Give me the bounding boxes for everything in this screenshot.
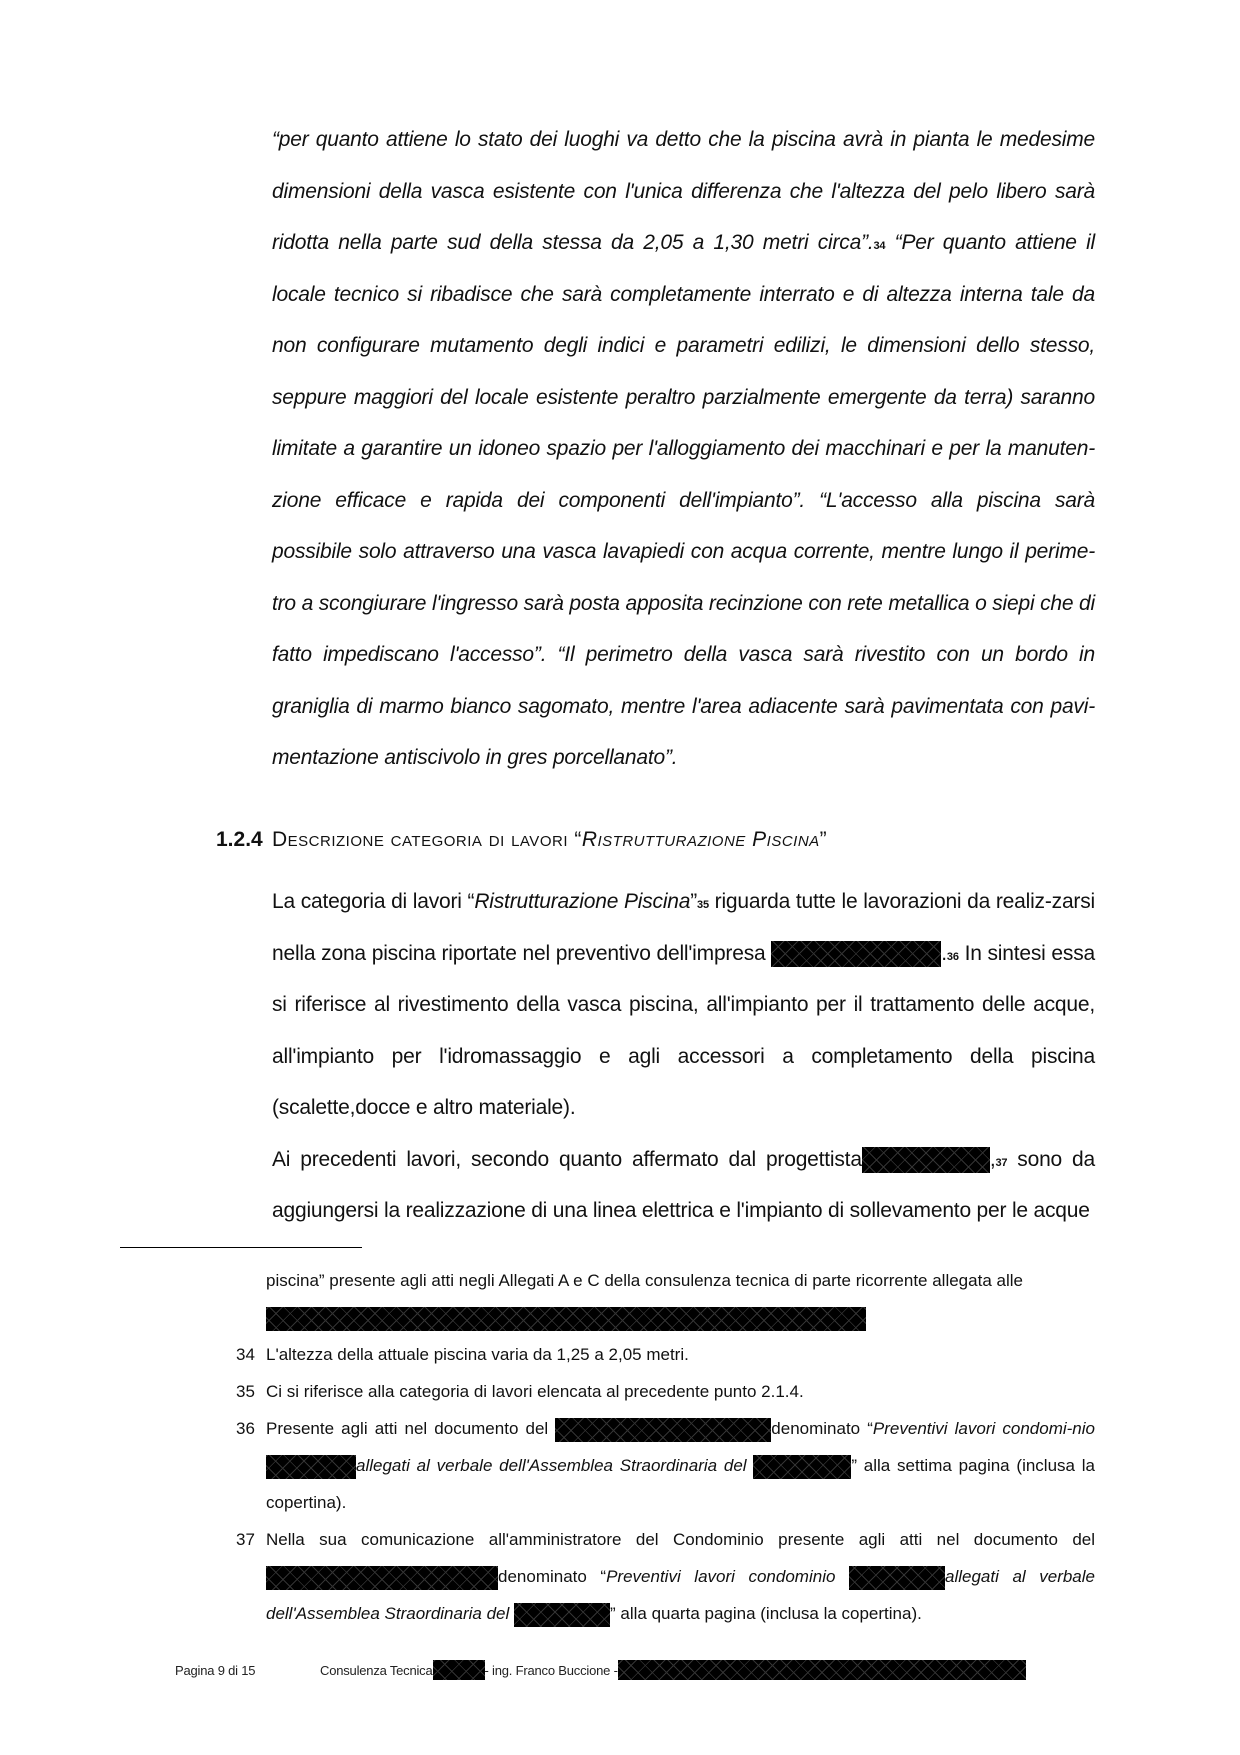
redaction-block [266, 1307, 866, 1331]
section-title-italic: Ristrutturazione Piscina [581, 828, 820, 851]
section-heading [216, 828, 827, 852]
redaction-block [862, 1147, 990, 1173]
footnote-ref-37[interactable]: 37 [995, 1156, 1008, 1169]
quoted-passage [272, 114, 1095, 784]
footnote-italic-text: allegati al verbale dell'Assemblea Straordinaria del [356, 1456, 754, 1475]
body-text-fragment: Ai precedenti lavori, secondo quanto affermato dal progettista [272, 1147, 862, 1171]
page-footer [175, 1660, 1026, 1680]
body-text-fragment: In sintesi essa si riferisce al rivestimento della vasca piscina, all'impianto per il trattamento delle acque, all'impianto per l'idromassaggio e agli accessori a completamento della piscina (scalette,docce e altro materiale). [272, 941, 1095, 1119]
body-paragraph-1 [272, 876, 1095, 1134]
section-title-suffix: ” [819, 828, 828, 851]
body-text-fragment: ” [690, 890, 698, 913]
footnote-number: 35 [236, 1382, 255, 1401]
redaction-block [514, 1603, 610, 1627]
redaction-block [433, 1660, 485, 1680]
footer-author: - ing. Franco Buccione - [484, 1662, 618, 1678]
body-text [272, 876, 1095, 1237]
page-number: Pagina 9 di 15 [175, 1662, 256, 1678]
footnote-ref-36[interactable]: 36 [946, 950, 959, 963]
body-text-fragment: La categoria di lavori “ [272, 890, 475, 913]
footnote-text: Presente agli atti nel documento del [266, 1419, 556, 1438]
footnote-ref-35[interactable]: 35 [697, 899, 709, 911]
footnote-text: ” alla settima pagina (inclusa la copertina). [266, 1456, 1095, 1512]
redaction-block [771, 941, 941, 967]
footnote-number: 37 [236, 1530, 255, 1549]
footnote-text: L'altezza della attuale piscina varia da 1,25 a 2,05 metri. [266, 1345, 689, 1364]
redaction-block [266, 1566, 498, 1590]
footnote-italic-text: allegati al verbale dell'Assemblea Straordinaria del [266, 1567, 1095, 1623]
footnote-text: ” alla quarta pagina (inclusa la copertina). [610, 1604, 922, 1623]
redaction-block [849, 1566, 945, 1590]
footnotes [232, 1262, 1095, 1632]
footnote-35 [232, 1373, 1095, 1410]
footnote-text: denominato “ [498, 1567, 607, 1586]
section-title-prefix: Descrizione categoria di lavori “ [272, 828, 582, 851]
body-italic-term: Ristrutturazione Piscina [474, 890, 691, 913]
footnote-continuation [232, 1262, 1095, 1336]
footer-label: Consulenza Tecnica [320, 1662, 433, 1678]
redaction-block [618, 1660, 1026, 1680]
footnote-text: Ci si riferisce alla categoria di lavori elencata al precedente punto 2.1.4. [266, 1382, 804, 1401]
body-text-fragment: , [989, 1147, 996, 1171]
body-text-fragment: riguarda tutte le lavorazioni da realiz-zarsi nella zona piscina riportate nel preventivo dell'impresa [272, 890, 1095, 965]
footnote-text: piscina” presente agli atti negli Allegati A e C della consulenza tecnica di parte ricorrente allegata alle [266, 1271, 1023, 1290]
body-text-fragment: . [941, 941, 947, 965]
section-number: 1.2.4 [216, 828, 263, 851]
footnote-34 [232, 1336, 1095, 1373]
footnote-37 [232, 1521, 1095, 1632]
footnote-italic-text: Preventivi lavori condomi-nio [872, 1419, 1095, 1438]
quote-text-2: “Per quanto attiene il locale tecnico si ribadisce che sarà completamente interrato e di altezza interna tale da non configurare mutamento degli indici e parametri edilizi, le dimensioni dello stesso, seppure maggiori del locale esistente peraltro parzialmente emergente da terra) saranno limitate a garantire un idoneo spazio per l'alloggiamento dei macchinari e per la manuten-zione efficace e rapida dei componenti dell'impianto”. “L'accesso alla piscina sarà possibile solo attraverso una vasca lavapiedi con acqua corrente, mentre lungo il perime-tro a scongiurare l'ingresso sarà posta apposita recinzione con rete metallica o siepi che di fatto impediscano l'accesso”. “Il perimetro della vasca sarà rivestito con un bordo in graniglia di marmo bianco sagomato, mentre l'area adiacente sarà pavimentata con pavi-mentazione antiscivolo in gres porcellanato”. [272, 231, 1095, 769]
body-text-fragment: sono da aggiungersi la realizzazione di una linea elettrica e l'impianto di sollevamento per le acque [272, 1147, 1095, 1222]
section-title [272, 828, 827, 851]
footnote-italic-text: Preventivi lavori condominio [606, 1567, 849, 1586]
footnote-ref-34[interactable]: 34 [873, 240, 886, 252]
footnote-text: denominato “ [771, 1419, 873, 1438]
footnote-number: 36 [236, 1419, 255, 1438]
redaction-block [266, 1455, 356, 1479]
body-paragraph-2 [272, 1134, 1095, 1237]
footnote-separator [120, 1247, 362, 1248]
footnote-text: Nella sua comunicazione all'amministratore del Condominio presente agli atti nel documento del [266, 1530, 1095, 1549]
redaction-block [753, 1455, 851, 1479]
footnote-number: 34 [236, 1345, 255, 1364]
quote-text-1: “per quanto attiene lo stato dei luoghi va detto che la piscina avrà in pianta le medesime dimensioni della vasca esistente con l'unica differenza che l'altezza del pelo libero sarà ridotta nella parte sud della stessa da 2,05 a 1,30 metri circa”. [272, 128, 1095, 254]
redaction-block [555, 1418, 771, 1442]
footnote-36 [232, 1410, 1095, 1521]
